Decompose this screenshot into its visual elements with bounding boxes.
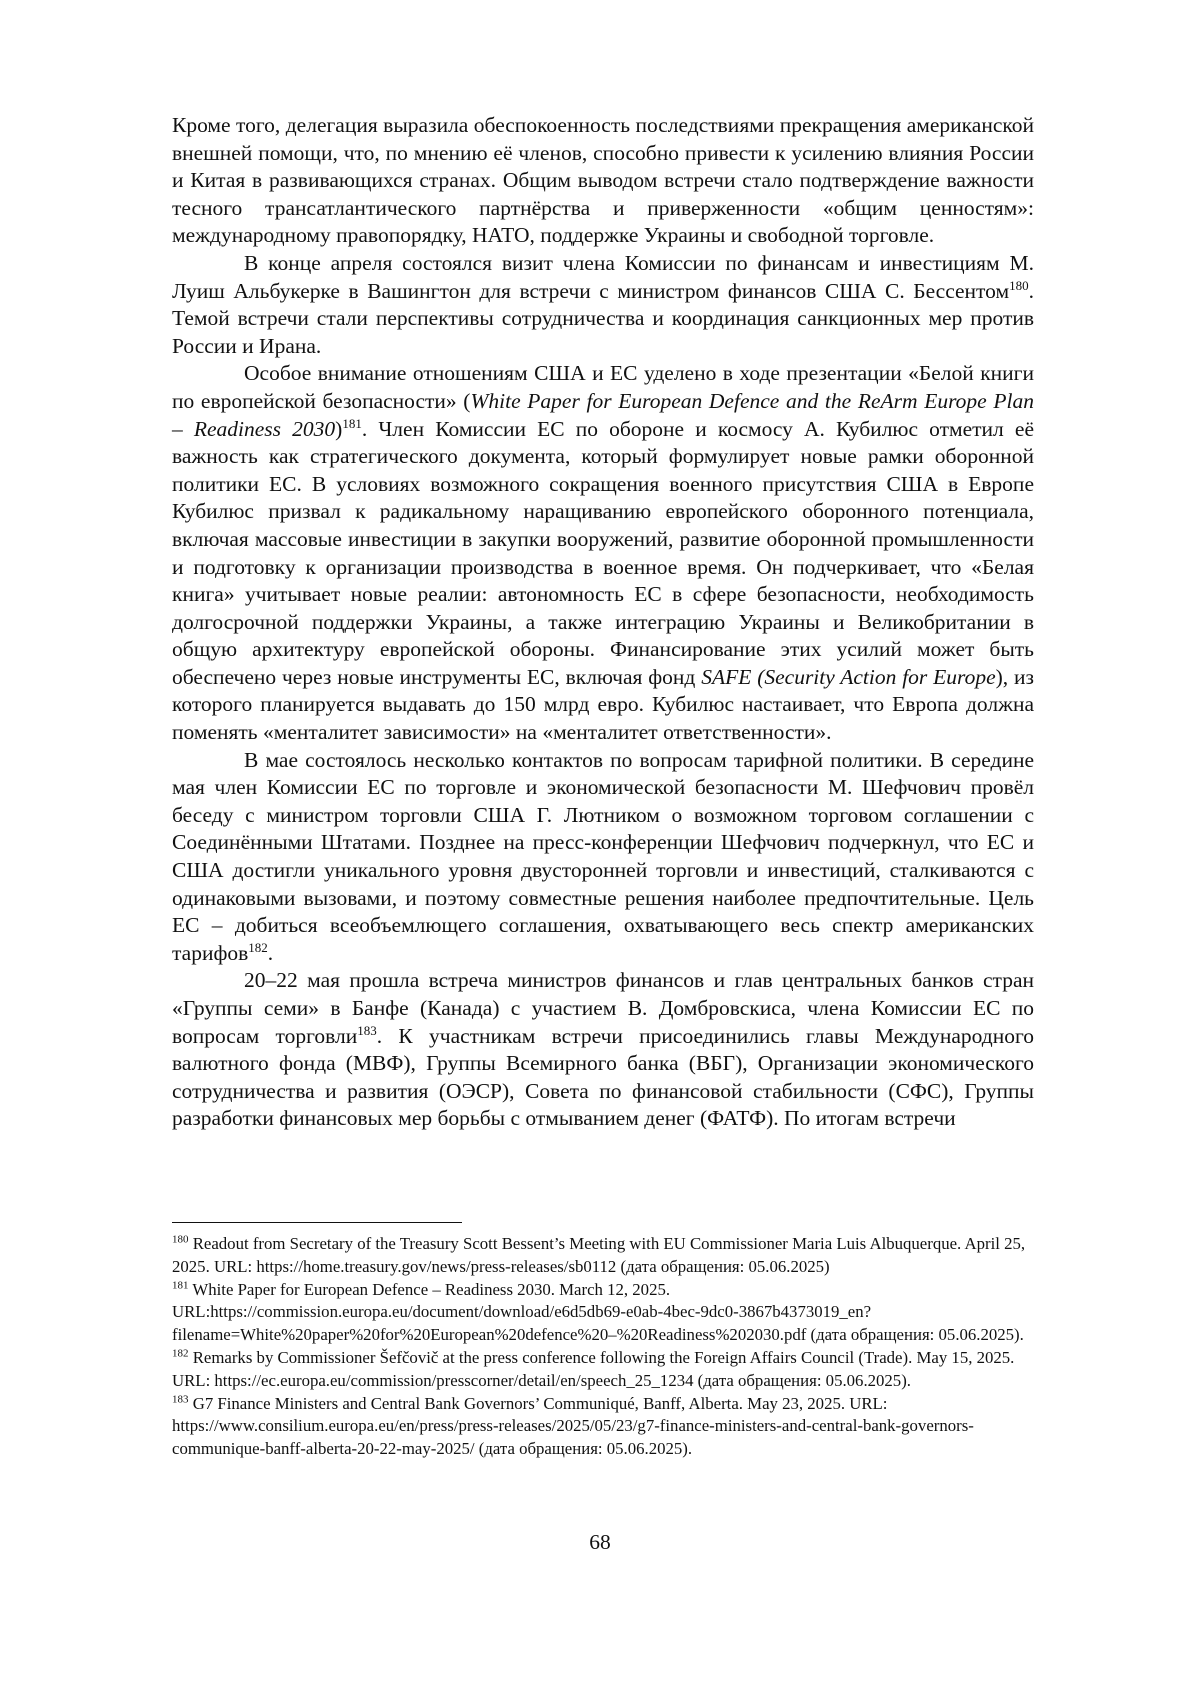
footnote-number: 180 <box>172 1233 189 1246</box>
paragraph-text: . Член Комиссии ЕС по обороне и космосу А. Кубилюс отметил её важность как стратегического документа, который формулирует новые рамки оборонной политики ЕС. В условиях возможного сокращения военного присутствия США в Европе Кубилюс призвал к радикальному наращиванию европейского оборонного потенциала, включая массовые инвестиции в закупки вооружений, развитие оборонной промышленности и подготовку к организации производства в военное время. Он подчеркивает, что «Белая книга» учитывает новые реалии: автономность ЕС в сфере безопасности, необходимость долгосрочной поддержки Украины, а также интеграцию Украины и Великобритании в общую архитектуру европейской обороны. Финансирование этих усилий может быть обеспечено через новые инструменты ЕС, включая фонд <box>172 416 1034 689</box>
footnote-divider <box>172 1222 462 1223</box>
footnote-text: Readout from Secretary of the Treasury Scott Bessent’s Meeting with EU Commissioner Maria Luis Albuquerque. April 25, 2025. URL: https://home.treasury.gov/news/press-releases/sb0112 (дата обращения: 05.06.2025) <box>172 1234 1026 1276</box>
footnote-ref[interactable]: 181 <box>342 415 362 431</box>
paragraph-text: 20–22 мая прошла встреча министров финансов и глав центральных банков стран «Группы семи» в Банфе (Канада) с участием В. Домбровскиса, члена Комиссии ЕС по вопросам торговли <box>172 968 1034 1048</box>
paragraph-text: Кроме того, делегация выразила обеспокоенность последствиями прекращения американской внешней помощи, что, по мнению её членов, способно привести к усилению влияния России и Китая в развивающихся странах. Общим выводом встречи стало подтверждение важности тесного трансатлантического партнёрства и приверженности «общим ценностям»: международному правопорядку, НАТО, поддержке Украины и свободной торговле. <box>172 113 1034 248</box>
footnote-number: 183 <box>172 1392 189 1405</box>
footnote <box>172 1347 1034 1393</box>
footnote-text: G7 Finance Ministers and Central Bank Governors’ Communiqué, Banff, Alberta. May 23, 2025. URL: https://www.consilium.europa.eu/en/press/press-releases/2025/05/23/g7-finance-ministers-and-central-bank-governors-communique-banff-alberta-20-22-may-2025/ (дата обращения: 05.06.2025). <box>172 1393 974 1459</box>
footnote <box>172 1233 1034 1279</box>
footnote <box>172 1393 1034 1461</box>
paragraph-text: Особое внимание отношениям США и ЕС уделено в ходе презентации «Белой книги по европейской безопасности» ( <box>172 361 1034 413</box>
italic-term: SAFE (Security Action for Europe <box>701 664 996 689</box>
paragraph <box>172 250 1034 360</box>
footnote-number: 182 <box>172 1347 189 1360</box>
paragraph <box>172 967 1034 1133</box>
footnote-text: Remarks by Commissioner Šefčovič at the press conference following the Foreign Affairs Council (Trade). May 15, 2025. URL: https://ec.europa.eu/commission/presscorner/detail/en/speech_25_1234 (дата обращения: 05.06.2025). <box>172 1347 1015 1390</box>
paragraph-text: . <box>267 940 274 965</box>
paragraph <box>172 360 1034 746</box>
paragraph-text: . Темой встречи стали перспективы сотрудничества и координация санкционных мер против России и Ирана. <box>172 278 1034 358</box>
paragraph <box>172 747 1034 968</box>
paragraph-text: В конце апреля состоялся визит члена Комиссии по финансам и инвестициям М. Луиш Альбукерке в Вашингтон для встречи с министром финансов США С. Бессентом <box>172 250 1034 303</box>
paragraph-text: ) <box>335 416 343 441</box>
page-number: 68 <box>589 1530 611 1554</box>
footnote-ref[interactable]: 180 <box>1009 277 1029 293</box>
footnote-ref[interactable]: 182 <box>248 939 268 955</box>
italic-title: White Paper for European Defence and the ReArm Europe Plan – Readiness 2030 <box>172 388 1034 441</box>
paragraph-text: В мае состоялось несколько контактов по вопросам тарифной политики. В середине мая член Комиссии ЕС по торговле и экономической безопасности М. Шефчович провёл беседу с министром торговли США Г. Лютником о возможном торговом соглашении с Соединёнными Штатами. Позднее на пресс-конференции Шефчович подчеркнул, что ЕС и США достигли уникального уровня двусторонней торговли и инвестиций, сталкиваются с одинаковыми вызовами, и поэтому совместные решения наиболее предпочтительные. Цель ЕС – добиться всеобъемлющего соглашения, охватывающего весь спектр американских тарифов <box>172 747 1034 965</box>
footnotes <box>172 1222 1034 1461</box>
paragraph <box>172 112 1034 250</box>
paragraph-text: . К участникам встречи присоединились главы Международного валютного фонда (МВФ), Группы Всемирного банка (ВБГ), Организации экономического сотрудничества и развития (ОЭСР), Совета по финансовой стабильности (СФС), Группы разработки финансовых мер борьбы с отмыванием денег (ФАТФ). По итогам встречи <box>172 1023 1034 1131</box>
footnote-ref[interactable]: 183 <box>357 1022 377 1038</box>
footnote-text: White Paper for European Defence – Readiness 2030. March 12, 2025. URL:https://commission.europa.eu/document/download/e6d5db69-e0ab-4bec-9dc0-3867b4373019_en?filename=White%20paper%20for%20European%20defence%20–%20Readiness%202030.pdf (дата обращения: 05.06.2025). <box>172 1279 1024 1345</box>
footnote <box>172 1279 1034 1347</box>
paragraph-text: ), из которого планируется выдавать до 150 млрд евро. Кубилюс настаивает, что Европа должна поменять «менталитет зависимости» на «менталитет ответственности». <box>172 664 1034 745</box>
footnote-number: 181 <box>172 1279 189 1291</box>
document-body <box>172 112 1034 1133</box>
